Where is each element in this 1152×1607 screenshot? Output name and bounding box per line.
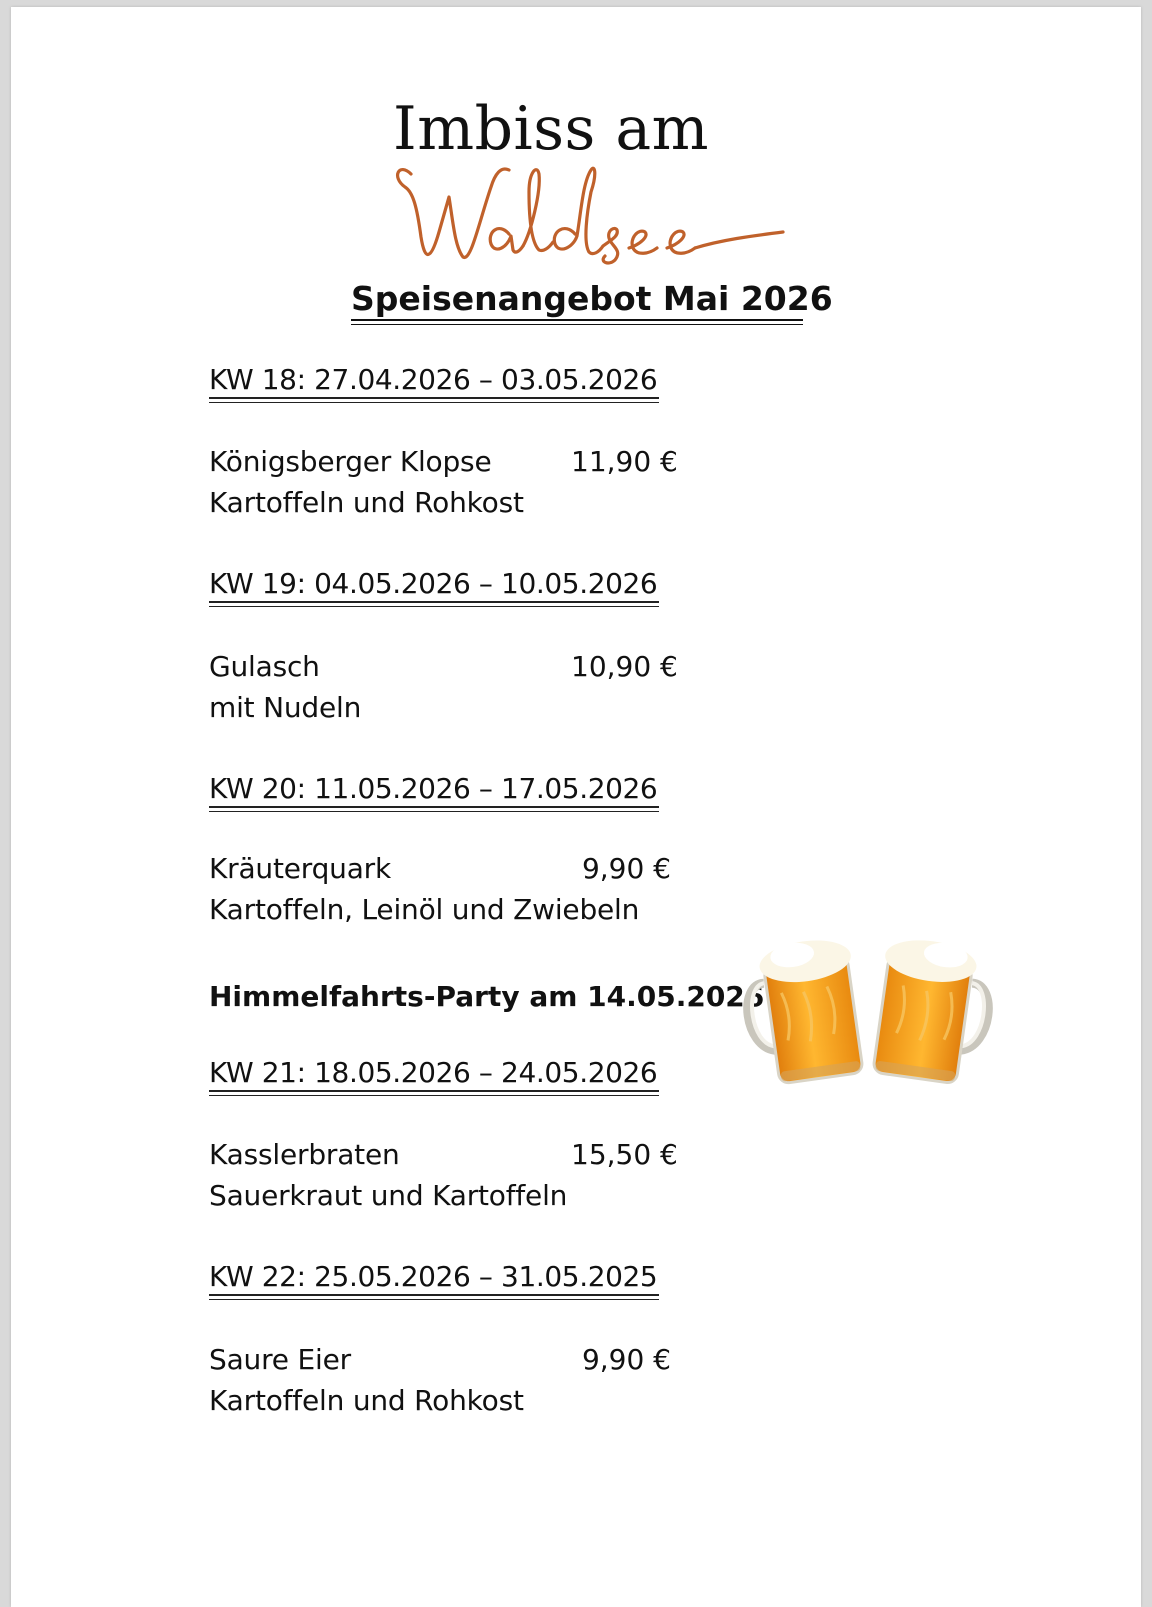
dish-price-kw19: 10,90 € — [571, 650, 678, 683]
week-underline — [209, 397, 659, 399]
dish-price-kw18: 11,90 € — [571, 445, 678, 478]
week-label: KW 22: 25.05.2026 – 31.05.2025 — [209, 1260, 658, 1293]
dish-name: Kräuterquark — [209, 852, 392, 885]
dish-price-kw22: 9,90 € — [581, 1343, 671, 1376]
week-heading-kw19 — [209, 566, 657, 602]
week-underline-thin — [209, 1299, 659, 1300]
week-underline-thin — [209, 1095, 659, 1096]
week-heading-kw21 — [209, 1055, 657, 1091]
beer-mugs-toast-icon — [741, 917, 996, 1097]
week-underline — [209, 1294, 659, 1296]
logo-title: Imbiss am — [393, 94, 710, 164]
dish-side: Kartoffeln, Leinöl und Zwiebeln — [209, 893, 640, 926]
week-label: KW 19: 04.05.2026 – 10.05.2026 — [209, 567, 658, 600]
week-heading-kw18 — [209, 362, 657, 398]
subtitle-underline-thin — [351, 324, 803, 325]
dish-side: Sauerkraut und Kartoffeln — [209, 1179, 568, 1212]
special-event: Himmelfahrts-Party am 14.05.2026 — [209, 980, 765, 1013]
week-underline-thin — [209, 402, 659, 403]
menu-item-kw22 — [209, 1339, 524, 1421]
dish-price-kw21: 15,50 € — [571, 1138, 678, 1171]
menu-item-kw19 — [209, 646, 361, 728]
week-underline — [209, 1090, 659, 1092]
week-heading-kw22 — [209, 1259, 657, 1295]
week-label: KW 18: 27.04.2026 – 03.05.2026 — [209, 363, 658, 396]
dish-name: Königsberger Klopse — [209, 445, 492, 478]
dish-price-kw20: 9,90 € — [581, 852, 671, 885]
week-underline-thin — [209, 606, 659, 607]
dish-side: mit Nudeln — [209, 691, 362, 724]
dish-side: Kartoffeln und Rohkost — [209, 1384, 524, 1417]
week-label: KW 20: 11.05.2026 – 17.05.2026 — [209, 772, 658, 805]
week-underline-thin — [209, 811, 659, 812]
week-label: KW 21: 18.05.2026 – 24.05.2026 — [209, 1056, 658, 1089]
subtitle-underline — [351, 319, 803, 321]
dish-side: Kartoffeln und Rohkost — [209, 486, 524, 519]
week-underline — [209, 601, 659, 603]
week-underline — [209, 806, 659, 808]
menu-page — [11, 7, 1141, 1607]
logo-script-lettering — [391, 152, 791, 287]
dish-name: Saure Eier — [209, 1343, 351, 1376]
menu-subtitle: Speisenangebot Mai 2026 — [351, 279, 833, 318]
menu-item-kw18 — [209, 441, 524, 523]
dish-name: Kasslerbraten — [209, 1138, 400, 1171]
dish-name: Gulasch — [209, 650, 320, 683]
week-heading-kw20 — [209, 771, 657, 807]
menu-item-kw21 — [209, 1134, 567, 1216]
